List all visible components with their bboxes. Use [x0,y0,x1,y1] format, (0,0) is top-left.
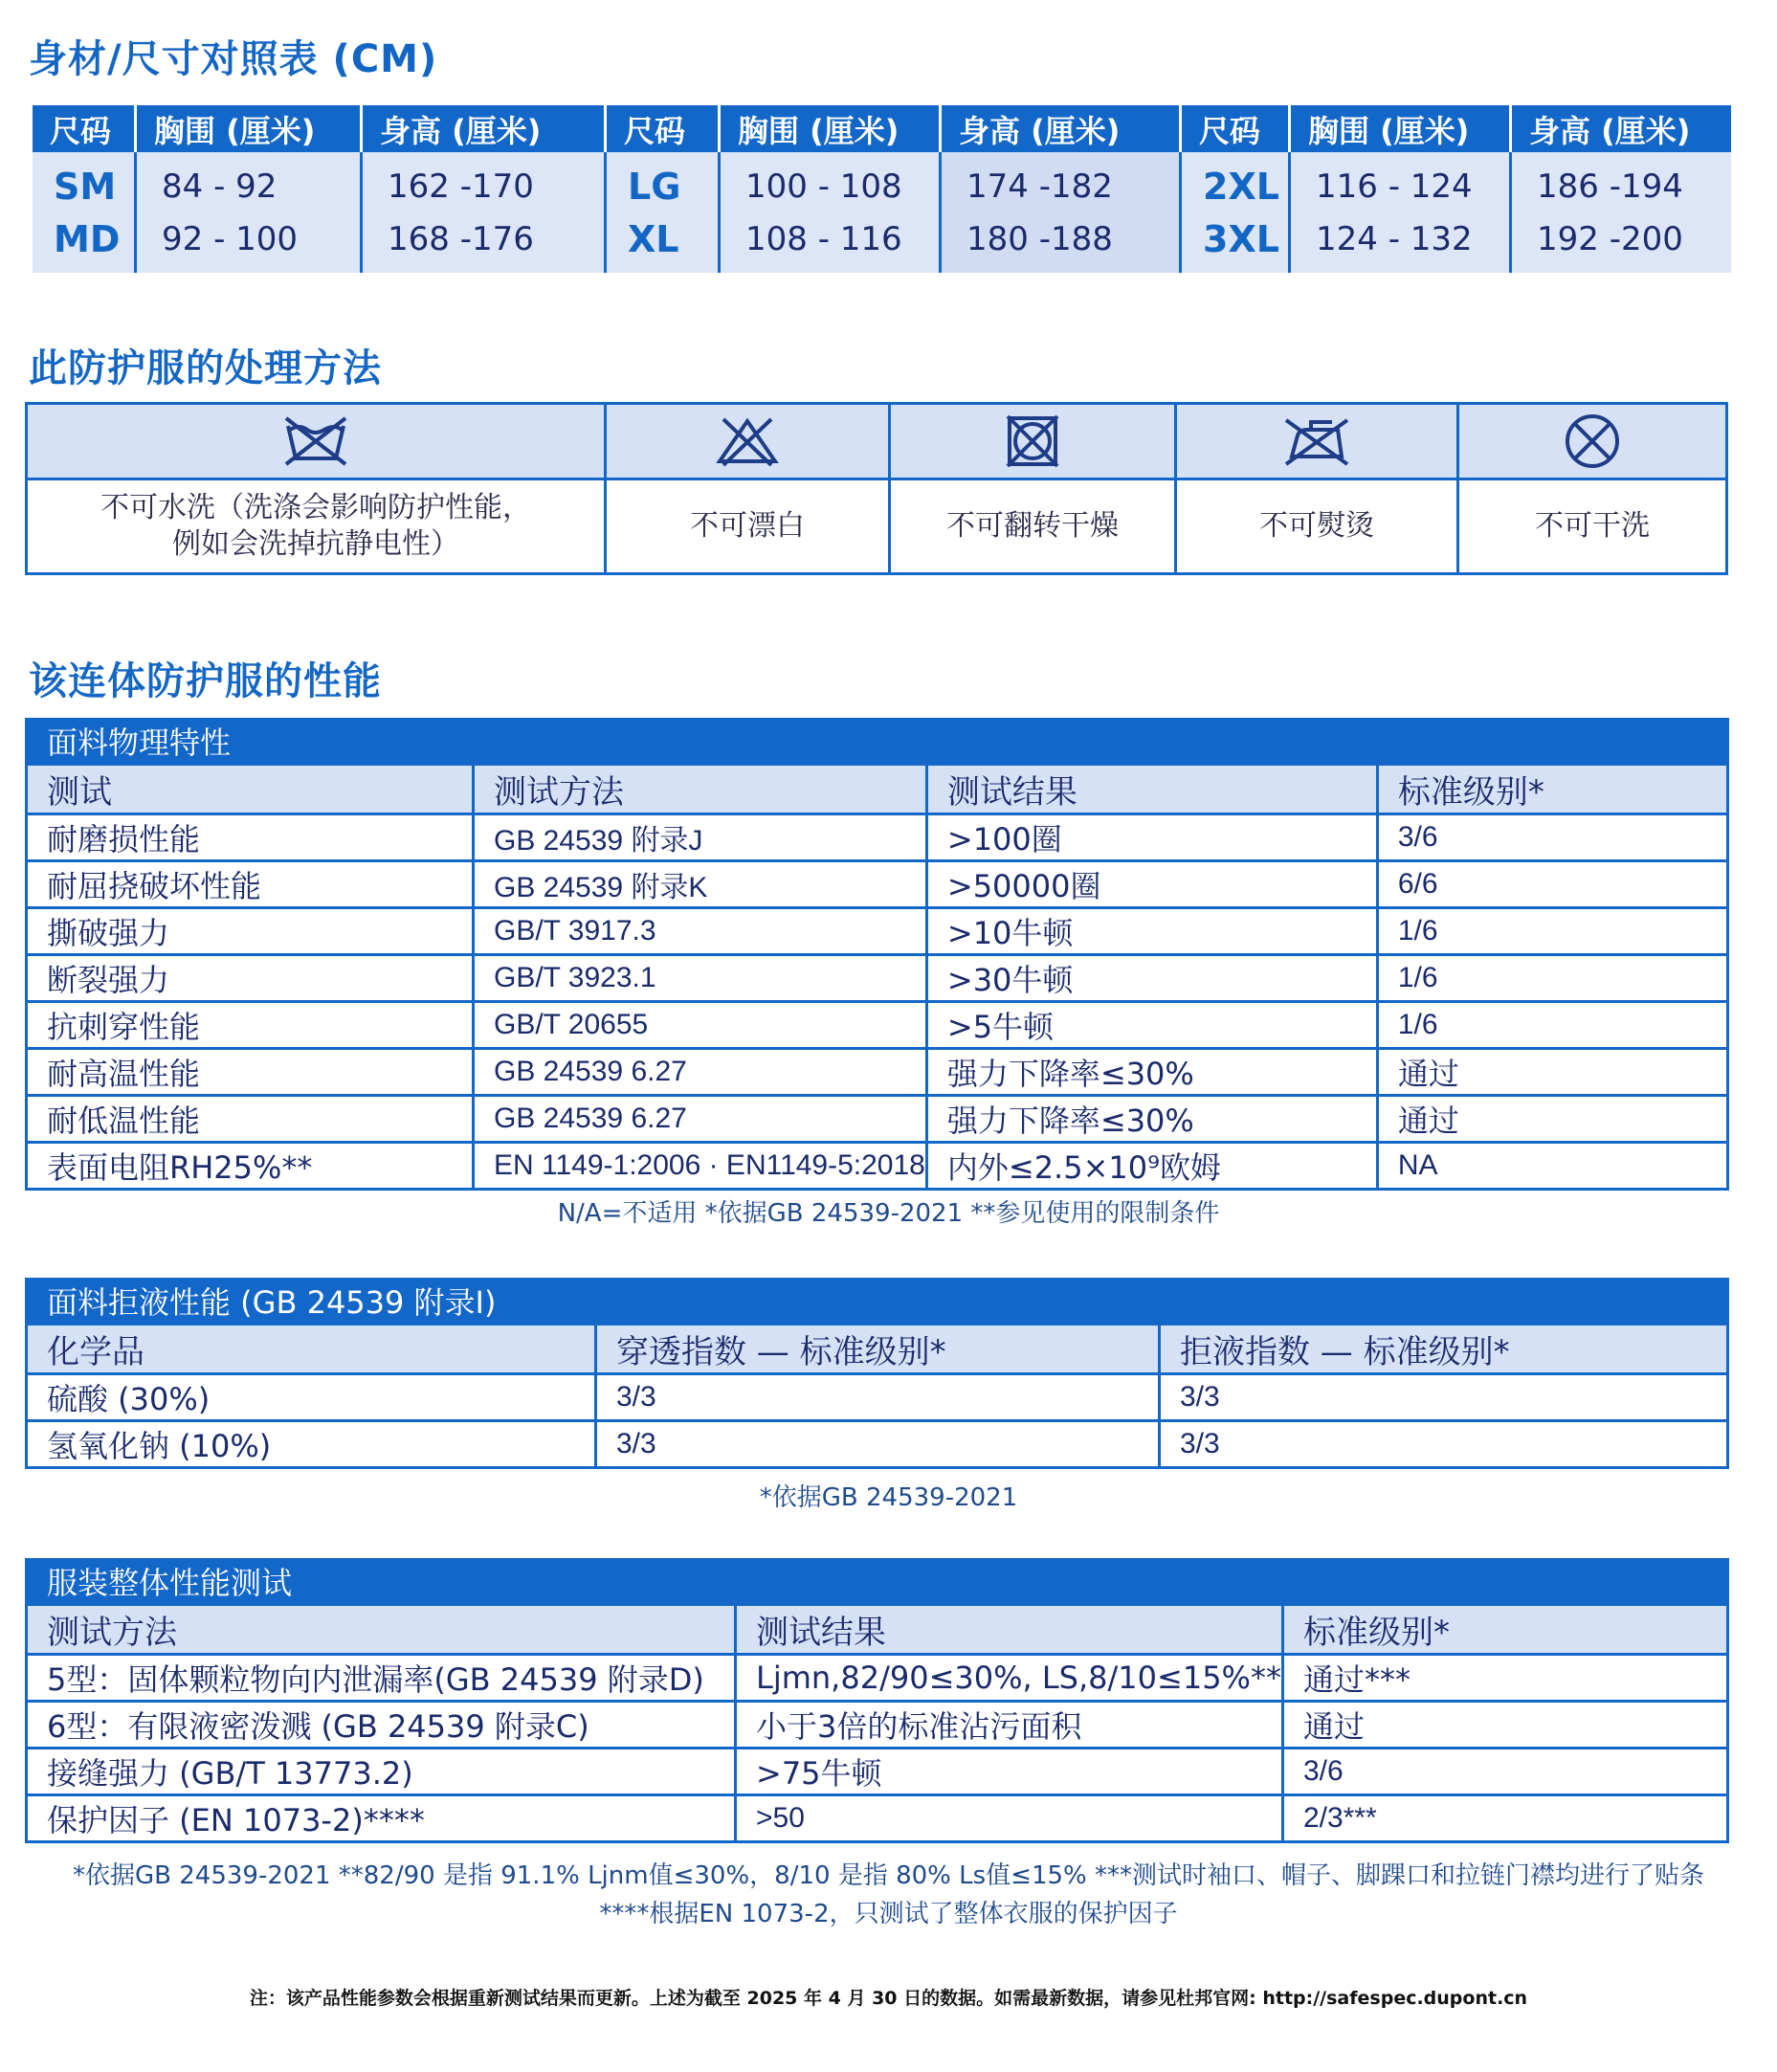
garment-performance-caption: 服装整体性能测试 [25,1558,1729,1603]
care-label: 不可熨烫 [1176,479,1458,574]
test-level: 3/6 [1282,1749,1727,1795]
table-row [27,1702,1728,1749]
table-row [27,1049,1728,1096]
test-result: 小于3倍的标准沾污面积 [736,1702,1283,1749]
test-method: 接缝强力 (GB/T 13773.2) [27,1749,736,1795]
table-row [27,955,1728,1002]
physical-properties-table [25,718,1729,1191]
header-repellency: 拒液指数 — 标准级别* [1160,1325,1728,1374]
height-range: 180 -188 [941,212,1181,273]
test-method: GB/T 20655 [474,1002,927,1049]
test-result: >10牛顿 [926,908,1377,955]
test-method: GB 24539 附录K [474,861,927,908]
physical-note: N/A=不适用 *依据GB 24539-2021 **参见使用的限制条件 [557,1199,1220,1228]
test-method: GB 24539 6.27 [474,1049,927,1096]
test-level: NA [1377,1143,1727,1190]
test-result: 强力下降率≤30% [926,1049,1377,1096]
header-chemical: 化学品 [27,1325,596,1374]
test-result: >5牛顿 [926,1002,1377,1049]
test-result: >100圈 [926,814,1377,861]
table-header-row [27,765,1728,814]
garment-performance-table [25,1558,1729,1843]
chest-range: 92 - 100 [136,212,362,273]
test-level: 通过 [1377,1096,1727,1143]
test-name: 撕破强力 [27,908,474,955]
header-size: 尺码 [33,105,136,152]
care-icons-row [27,404,1727,479]
header-result: 测试结果 [736,1605,1283,1655]
header-penetration: 穿透指数 — 标准级别* [596,1325,1160,1374]
table-row [33,212,1731,273]
header-test: 测试 [27,765,474,814]
size-label: 3XL [1181,212,1290,273]
repellency-level: 3/3 [1160,1374,1728,1421]
test-level: 通过*** [1282,1655,1727,1702]
header-size: 尺码 [606,105,720,152]
table-row [27,1655,1728,1702]
test-method: 5型：固体颗粒物向内泄漏率(GB 24539 附录D) [27,1655,736,1702]
test-level: 1/6 [1377,908,1727,955]
table-row [27,1795,1728,1842]
table-row [27,908,1728,955]
header-chest: 胸围 (厘米) [136,105,362,152]
header-method: 测试方法 [474,765,927,814]
table-row [33,152,1731,212]
liquid-repellency-caption: 面料拒液性能 (GB 24539 附录I) [25,1278,1729,1323]
size-label: 2XL [1181,152,1290,212]
no-wash-icon [27,404,606,479]
test-level: 3/6 [1377,814,1727,861]
chest-range: 116 - 124 [1290,152,1511,212]
liquid-repellency-table [25,1278,1729,1469]
test-level: 1/6 [1377,955,1727,1002]
header-level: 标准级别* [1377,765,1727,814]
test-name: 耐低温性能 [27,1096,474,1143]
chemical-name: 硫酸 (30%) [27,1374,596,1421]
header-chest: 胸围 (厘米) [1290,105,1511,152]
table-row [27,1002,1728,1049]
garment-note-line: ****根据EN 1073-2，只测试了整体衣服的保护因子 [599,1900,1178,1928]
care-label: 不可水洗（洗涤会影响防护性能， 例如会洗掉抗静电性） [27,479,606,574]
size-label: MD [33,212,136,273]
test-method: 6型：有限液密泼溅 (GB 24539 附录C) [27,1702,736,1749]
test-method: GB/T 3917.3 [474,908,927,955]
test-name: 耐屈挠破坏性能 [27,861,474,908]
care-labels-row [27,479,1727,574]
chest-range: 108 - 116 [720,212,941,273]
test-result: >75牛顿 [736,1749,1283,1795]
height-range: 162 -170 [362,152,606,212]
height-range: 168 -176 [362,212,606,273]
care-label: 不可干洗 [1458,479,1727,574]
test-name: 耐磨损性能 [27,814,474,861]
size-chart-title: 身材/尺寸对照表 (CM) [29,37,438,81]
test-level: 通过 [1377,1049,1727,1096]
test-result: 强力下降率≤30% [926,1096,1377,1143]
size-chart-table [33,105,1731,273]
physical-properties-caption: 面料物理特性 [25,718,1729,763]
height-range: 192 -200 [1511,212,1732,273]
footer-disclaimer: 注：该产品性能参数会根据重新测试结果而更新。上述为截至 2025 年 4 月 30 日的数据。如需最新数据，请参见杜邦官网: http://safespec.dupont.cn [249,1988,1528,2009]
table-header-row [27,1605,1728,1655]
table-row [27,1749,1728,1795]
height-range: 174 -182 [941,152,1181,212]
repellency-note: *依据GB 24539-2021 [759,1483,1018,1512]
test-result: Ljmn,82/90≤30%, LS,8/10≤15%** [736,1655,1283,1702]
test-level: 1/6 [1377,1002,1727,1049]
care-title: 此防护服的处理方法 [29,346,382,390]
test-level: 通过 [1282,1702,1727,1749]
test-method: EN 1149-1:2006 · EN1149-5:2018 [474,1143,927,1190]
header-result: 测试结果 [926,765,1377,814]
repellency-level: 3/3 [1160,1421,1728,1468]
performance-title: 该连体防护服的性能 [29,659,382,703]
header-method: 测试方法 [27,1605,736,1655]
no-tumble-dry-icon [890,404,1176,479]
table-row [27,1096,1728,1143]
care-table [25,402,1728,575]
table-row [27,814,1728,861]
no-bleach-icon [606,404,890,479]
height-range: 186 -194 [1511,152,1732,212]
no-iron-icon [1176,404,1458,479]
table-row [27,1374,1728,1421]
chest-range: 84 - 92 [136,152,362,212]
test-level: 2/3*** [1282,1795,1727,1842]
test-method: GB/T 3923.1 [474,955,927,1002]
test-result: >30牛顿 [926,955,1377,1002]
table-row [27,1421,1728,1468]
care-label: 不可漂白 [606,479,890,574]
test-name: 表面电阻RH25%** [27,1143,474,1190]
header-height: 身高 (厘米) [362,105,606,152]
test-method: GB 24539 附录J [474,814,927,861]
test-method: GB 24539 6.27 [474,1096,927,1143]
header-chest: 胸围 (厘米) [720,105,941,152]
care-label: 不可翻转干燥 [890,479,1176,574]
table-header-row [27,1325,1728,1374]
size-label: LG [606,152,720,212]
test-name: 断裂强力 [27,955,474,1002]
header-level: 标准级别* [1282,1605,1727,1655]
test-result: 内外≤2.5×10⁹欧姆 [926,1143,1377,1190]
penetration-level: 3/3 [596,1374,1160,1421]
header-height: 身高 (厘米) [941,105,1181,152]
size-label: XL [606,212,720,273]
test-level: 6/6 [1377,861,1727,908]
garment-note [0,1857,1777,1933]
chemical-name: 氢氧化钠 (10%) [27,1421,596,1468]
size-chart-header-row [33,105,1731,152]
header-height: 身高 (厘米) [1511,105,1732,152]
test-name: 耐高温性能 [27,1049,474,1096]
test-result: >50 [736,1795,1283,1842]
chest-range: 100 - 108 [720,152,941,212]
table-row [27,861,1728,908]
chest-range: 124 - 132 [1290,212,1511,273]
test-result: >50000圈 [926,861,1377,908]
no-dry-clean-icon [1458,404,1727,479]
size-label: SM [33,152,136,212]
penetration-level: 3/3 [596,1421,1160,1468]
header-size: 尺码 [1181,105,1290,152]
garment-note-line: *依据GB 24539-2021 **82/90 是指 91.1% Ljnm值≤30%，8/10 是指 80% Ls值≤15% ***测试时袖口、帽子、脚踝口和拉链门襟均进行了贴条 [72,1861,1705,1890]
table-row [27,1143,1728,1190]
test-method: 保护因子 (EN 1073-2)**** [27,1795,736,1842]
test-name: 抗刺穿性能 [27,1002,474,1049]
